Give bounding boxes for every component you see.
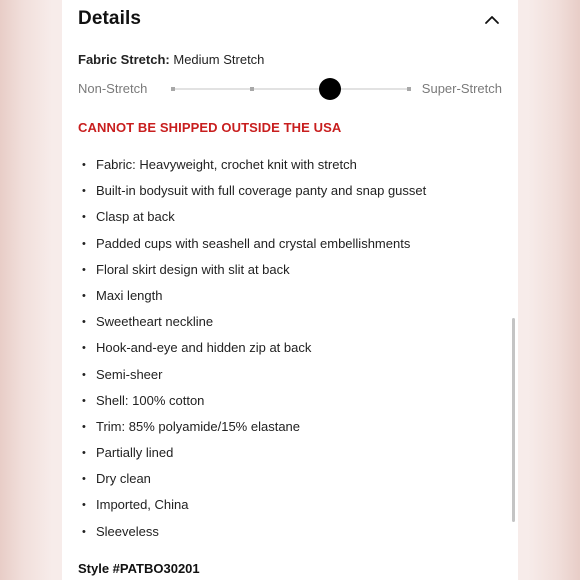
feature-list-item	[78, 178, 498, 204]
stretch-slider	[78, 76, 502, 102]
collapse-button[interactable]	[482, 10, 502, 30]
feature-text: Floral skirt design with slit at back	[96, 261, 290, 277]
feature-text: Sweetheart neckline	[96, 314, 214, 330]
product-details-panel	[62, 0, 518, 580]
details-header[interactable]	[78, 6, 502, 34]
slider-track[interactable]	[173, 88, 409, 90]
feature-text: Trim: 85% polyamide/15% elastane	[96, 418, 301, 434]
scrollbar[interactable]	[512, 318, 515, 522]
bullet-icon: •	[82, 316, 86, 329]
feature-text: Imported, China	[96, 497, 189, 513]
slider-tick[interactable]	[407, 87, 411, 91]
slider-tick[interactable]	[171, 87, 175, 91]
slider-thumb[interactable]	[319, 78, 341, 100]
bullet-icon: •	[82, 420, 86, 433]
feature-text: Padded cups with seashell and crystal embellishments	[96, 235, 411, 251]
bullet-icon: •	[82, 525, 86, 538]
bullet-icon: •	[82, 289, 86, 302]
feature-list-item	[78, 152, 498, 178]
feature-text: Sleeveless	[96, 523, 159, 539]
details-title: Details	[78, 8, 142, 29]
slider-min-label: Non-Stretch	[78, 81, 148, 96]
feature-list-item	[78, 335, 498, 361]
feature-text: Semi-sheer	[96, 366, 163, 382]
bullet-icon: •	[82, 499, 86, 512]
feature-text: Maxi length	[96, 287, 163, 303]
feature-list	[78, 152, 498, 545]
feature-list-item	[78, 492, 498, 518]
bullet-icon: •	[82, 211, 86, 224]
feature-list-item	[78, 283, 498, 309]
feature-text: Hook-and-eye and hidden zip at back	[96, 340, 312, 356]
bullet-icon: •	[82, 368, 86, 381]
chevron-up-icon	[482, 10, 502, 30]
fabric-stretch-row	[78, 52, 264, 67]
feature-list-item	[78, 309, 498, 335]
feature-text: Shell: 100% cotton	[96, 392, 205, 408]
feature-list-item	[78, 231, 498, 257]
bullet-icon: •	[82, 237, 86, 250]
style-number: Style #PATBO30201	[78, 561, 200, 576]
slider-tick[interactable]	[250, 87, 254, 91]
bullet-icon: •	[82, 394, 86, 407]
feature-list-item	[78, 362, 498, 388]
feature-list-item	[78, 466, 498, 492]
feature-text: Partially lined	[96, 445, 174, 461]
bullet-icon: •	[82, 159, 86, 171]
feature-list-item	[78, 388, 498, 414]
feature-text: Clasp at back	[96, 209, 175, 225]
feature-list-item	[78, 414, 498, 440]
fabric-stretch-label: Fabric Stretch:	[78, 52, 170, 67]
shipping-warning: CANNOT BE SHIPPED OUTSIDE THE USA	[78, 120, 342, 135]
feature-text: Dry clean	[96, 471, 151, 487]
feature-text: Built-in bodysuit with full coverage panty and snap gusset	[96, 183, 427, 199]
feature-list-item	[78, 204, 498, 230]
bullet-icon: •	[82, 473, 86, 486]
feature-text: Fabric: Heavyweight, crochet knit with stretch	[96, 157, 357, 172]
bullet-icon: •	[82, 263, 86, 276]
bullet-icon: •	[82, 342, 86, 355]
bullet-icon: •	[82, 447, 86, 460]
fabric-stretch-value: Medium Stretch	[173, 52, 265, 67]
slider-max-label: Super-Stretch	[421, 81, 502, 96]
feature-list-item	[78, 519, 498, 545]
bullet-icon: •	[82, 185, 86, 198]
feature-list-item	[78, 440, 498, 466]
feature-list-item	[78, 257, 498, 283]
